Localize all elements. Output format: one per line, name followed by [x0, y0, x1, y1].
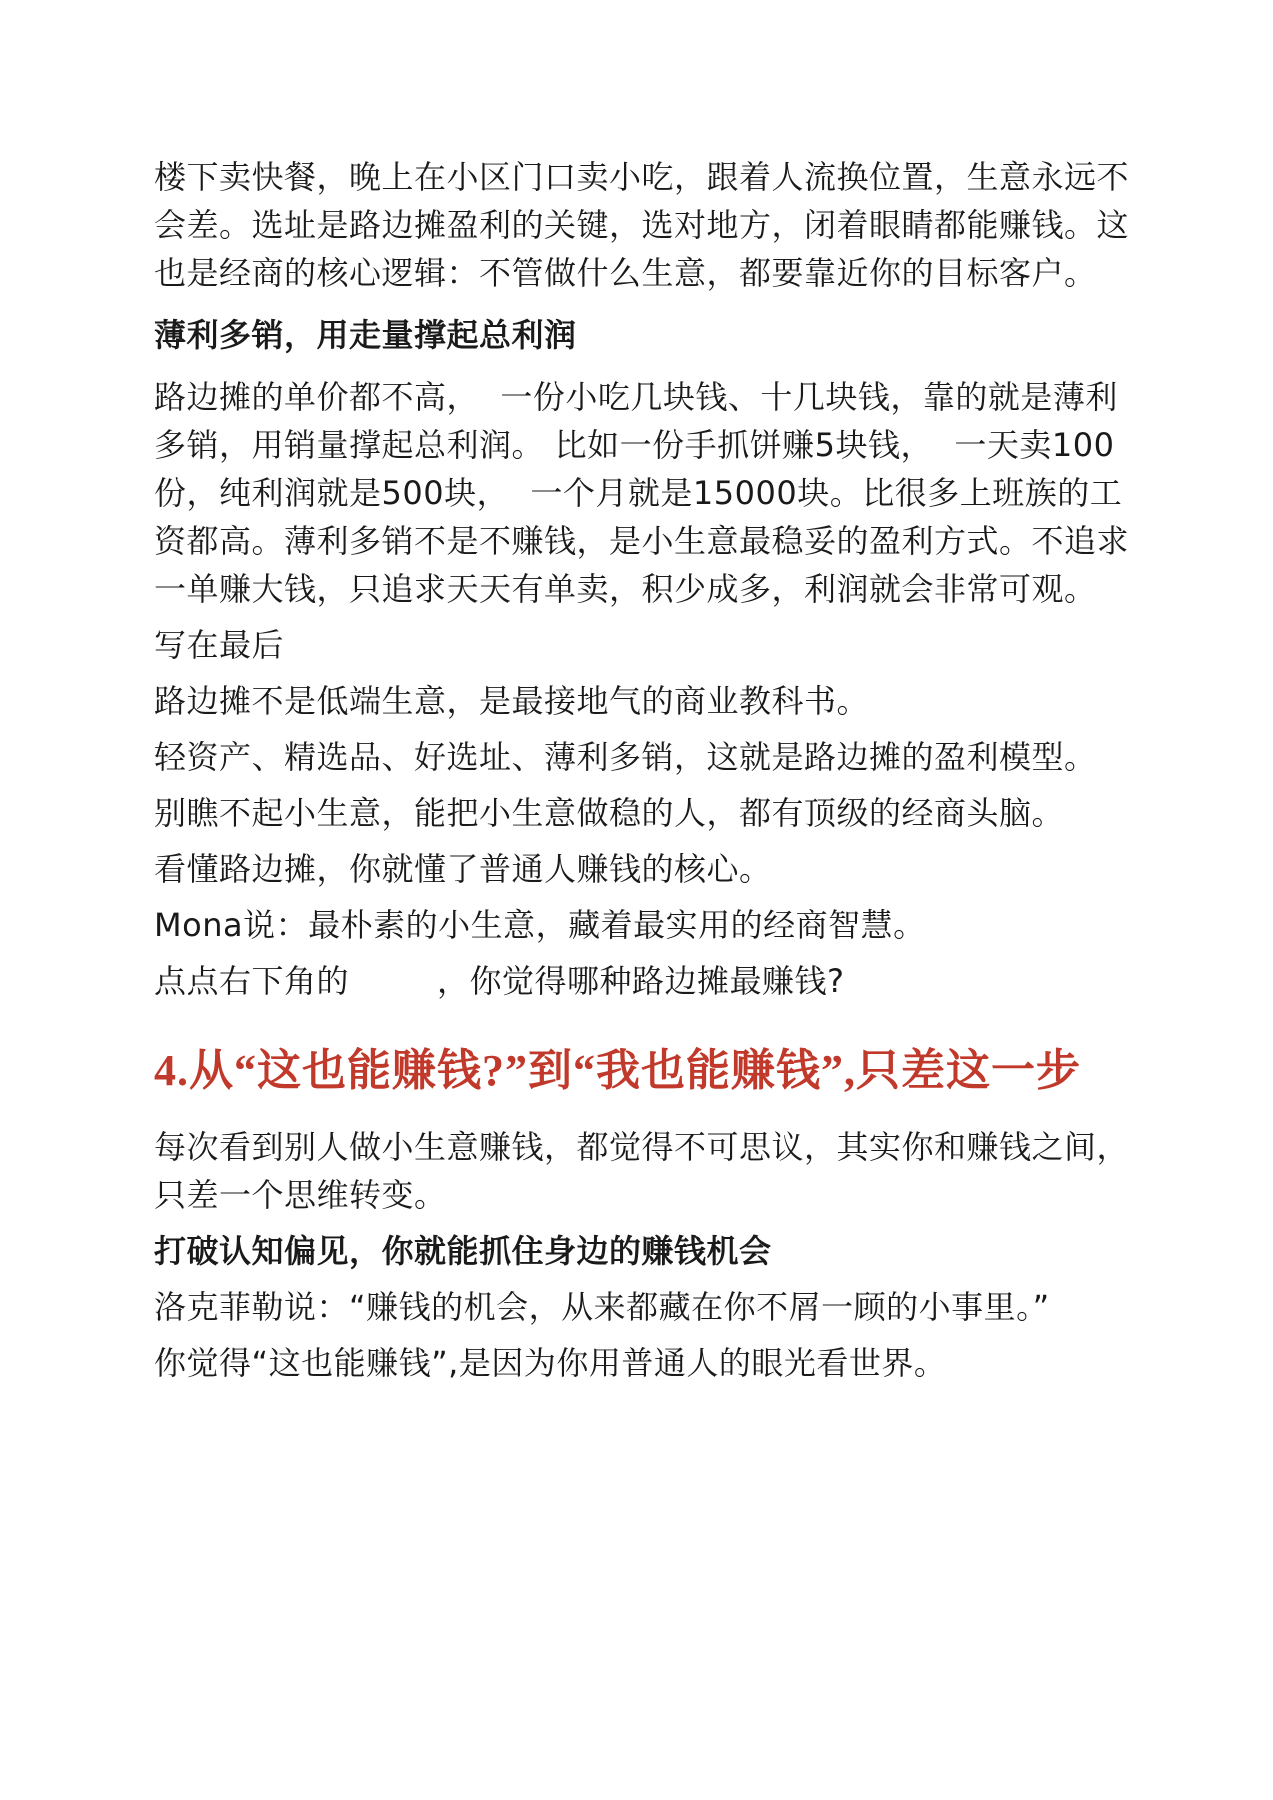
paragraph-closing-4: 看懂路边摊，你就懂了普通人赚钱的核心。	[154, 850, 772, 888]
paragraph-closing-1: 路边摊不是低端生意，是最接地气的商业教科书。	[154, 682, 870, 720]
paragraph-rockefeller-quote: 洛克菲勒说：“赚钱的机会，从来都藏在你不屑一顾的小事里。”	[154, 1288, 1050, 1326]
article-body	[154, 153, 1144, 1387]
cta-text-before: 点点右下角的	[154, 962, 350, 1000]
section-label-closing: 写在最后	[154, 626, 285, 664]
subheading-break-bias: 打破认知偏见，你就能抓住身边的赚钱机会	[154, 1232, 772, 1270]
paragraph-closing-2: 轻资产、精选品、好选址、薄利多销，这就是路边摊的盈利模型。	[154, 738, 1097, 776]
paragraph-location-logic: 楼下卖快餐，晚上在小区门口卖小吃，跟着人流换位置，生意永远不会差。选址是路边摊盈利的关键，选对地方，闭着眼睛都能赚钱。这也是经商的核心逻辑：不管做什么生意，都要靠近你的目标客户。	[154, 158, 1130, 292]
paragraph-ordinary-view: 你觉得“这也能赚钱”,是因为你用普通人的眼光看世界。	[154, 1344, 947, 1382]
cta-text-after: ，你觉得哪种路边摊最赚钱?	[437, 962, 845, 1000]
paragraph-mona-quote: Mona说：最朴素的小生意，藏着最实用的经商智慧。	[154, 906, 926, 944]
paragraph-mindset: 每次看到别人做小生意赚钱，都觉得不可思议，其实你和赚钱之间，只差一个思维转变。	[154, 1128, 1130, 1214]
section-heading-4: 4.从“这也能赚钱?”到“我也能赚钱”,只差这一步	[154, 1046, 1081, 1095]
paragraph-cta	[154, 957, 1144, 1005]
paragraph-closing-3: 别瞧不起小生意，能把小生意做稳的人，都有顶级的经商头脑。	[154, 794, 1065, 832]
paragraph-thin-margin: 路边摊的单价都不高， 一份小吃几块钱、十几块钱，靠的就是薄利多销，用销量撑起总利润。 比如一份手抓饼赚5块钱， 一天卖100份，纯利润就是500块， 一个月就是15000块。比很多上班族的工资都高。薄利多销不是不赚钱，是小生意最稳妥的盈利方式。不追求一单赚大钱，只追求天天有单卖，积少成多，利润就会非常可观。	[154, 378, 1130, 608]
subheading-thin-margin: 薄利多销，用走量撑起总利润	[154, 316, 577, 354]
